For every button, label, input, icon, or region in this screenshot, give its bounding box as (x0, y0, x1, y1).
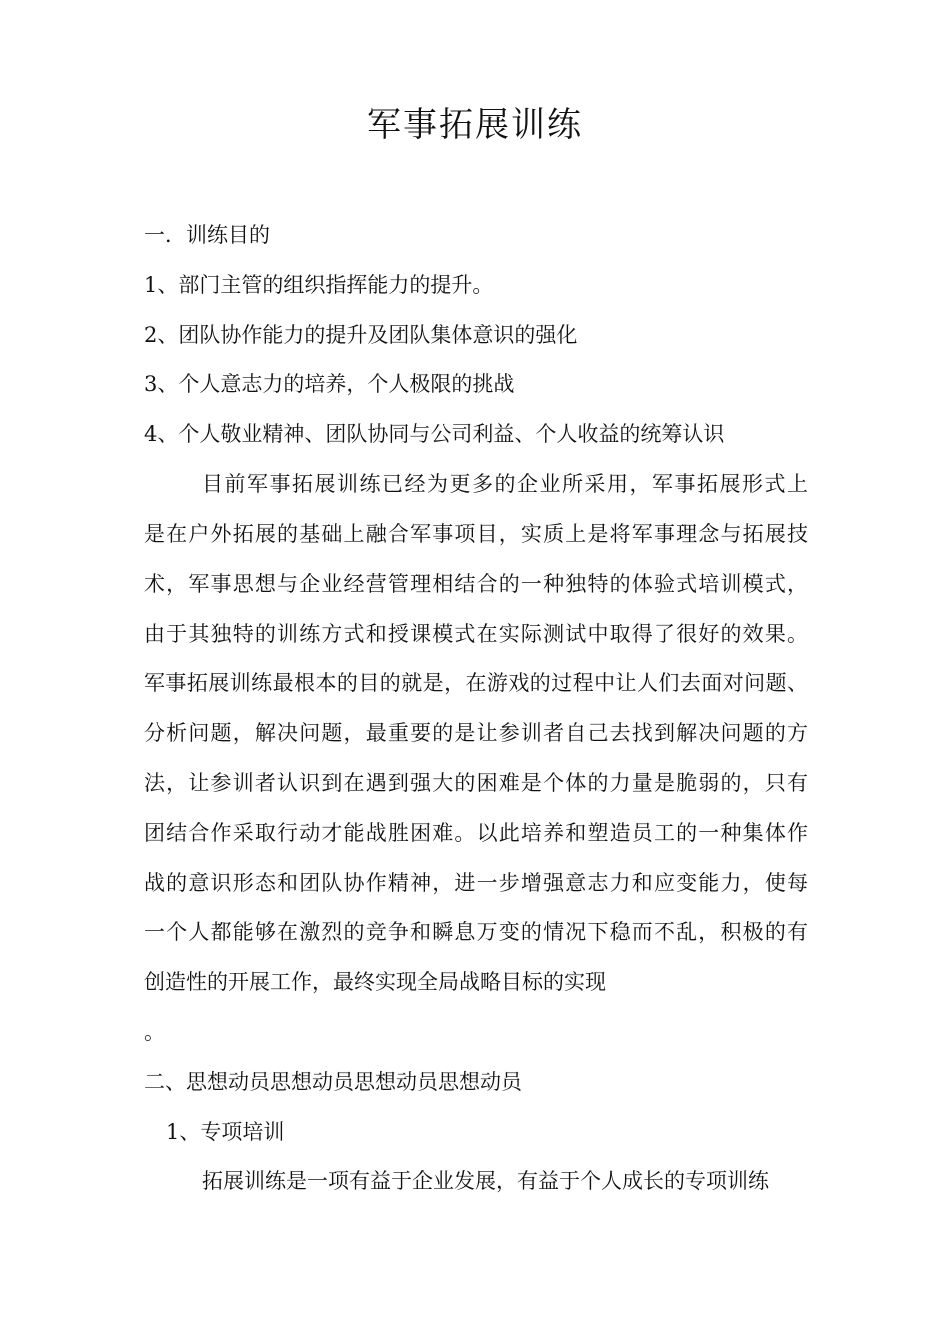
paragraph-line-10: 一个人都能够在激烈的竞争和瞬息万变的情况下稳而不乱，积极的有 (144, 920, 808, 944)
section2-heading: 二、思想动员思想动员思想动员思想动员 (144, 1070, 522, 1094)
stray-period: 。 (144, 1020, 165, 1044)
paragraph-line-9: 战的意识形态和团队协作精神，进一步增强意志力和应变能力，使每 (144, 871, 808, 895)
section1-heading: 一．训练目的 (144, 223, 270, 247)
paragraph-line-8: 团结合作采取行动才能战胜困难。以此培养和塑造员工的一种集体作 (144, 821, 808, 845)
paragraph-line-6: 分析问题，解决问题，最重要的是让参训者自己去找到解决问题的方 (144, 721, 808, 745)
paragraph-line-4: 由于其独特的训练方式和授课模式在实际测试中取得了很好的效果。 (144, 622, 808, 646)
section1-item-4: 4、个人敬业精神、团队协同与公司利益、个人收益的统筹认识 (144, 422, 725, 446)
paragraph-line-5: 军事拓展训练最根本的目的就是，在游戏的过程中让人们去面对问题、 (144, 671, 808, 695)
paragraph-line-2: 是在户外拓展的基础上融合军事项目，实质上是将军事理念与拓展技 (144, 522, 808, 546)
paragraph-line-3: 术，军事思想与企业经营管理相结合的一种独特的体验式培训模式， (144, 572, 808, 596)
section1-item-3: 3、个人意志力的培养，个人极限的挑战 (144, 372, 515, 396)
paragraph-line-1: 目前军事拓展训练已经为更多的企业所采用，军事拓展形式上 (202, 472, 808, 496)
section1-item-2: 2、团队协作能力的提升及团队集体意识的强化 (144, 323, 578, 347)
section1-item-1: 1、部门主管的组织指挥能力的提升。 (144, 273, 494, 297)
paragraph-line-7: 法，让参训者认识到在遇到强大的困难是个体的力量是脆弱的，只有 (144, 771, 808, 795)
section2-sub1-heading: 1、专项培训 (166, 1120, 285, 1144)
section2-sub1-paragraph: 拓展训练是一项有益于企业发展，有益于个人成长的专项训练 (202, 1169, 769, 1193)
document-title: 军事拓展训练 (367, 105, 583, 145)
paragraph-line-11: 创造性的开展工作，最终实现全局战略目标的实现 (144, 970, 606, 994)
